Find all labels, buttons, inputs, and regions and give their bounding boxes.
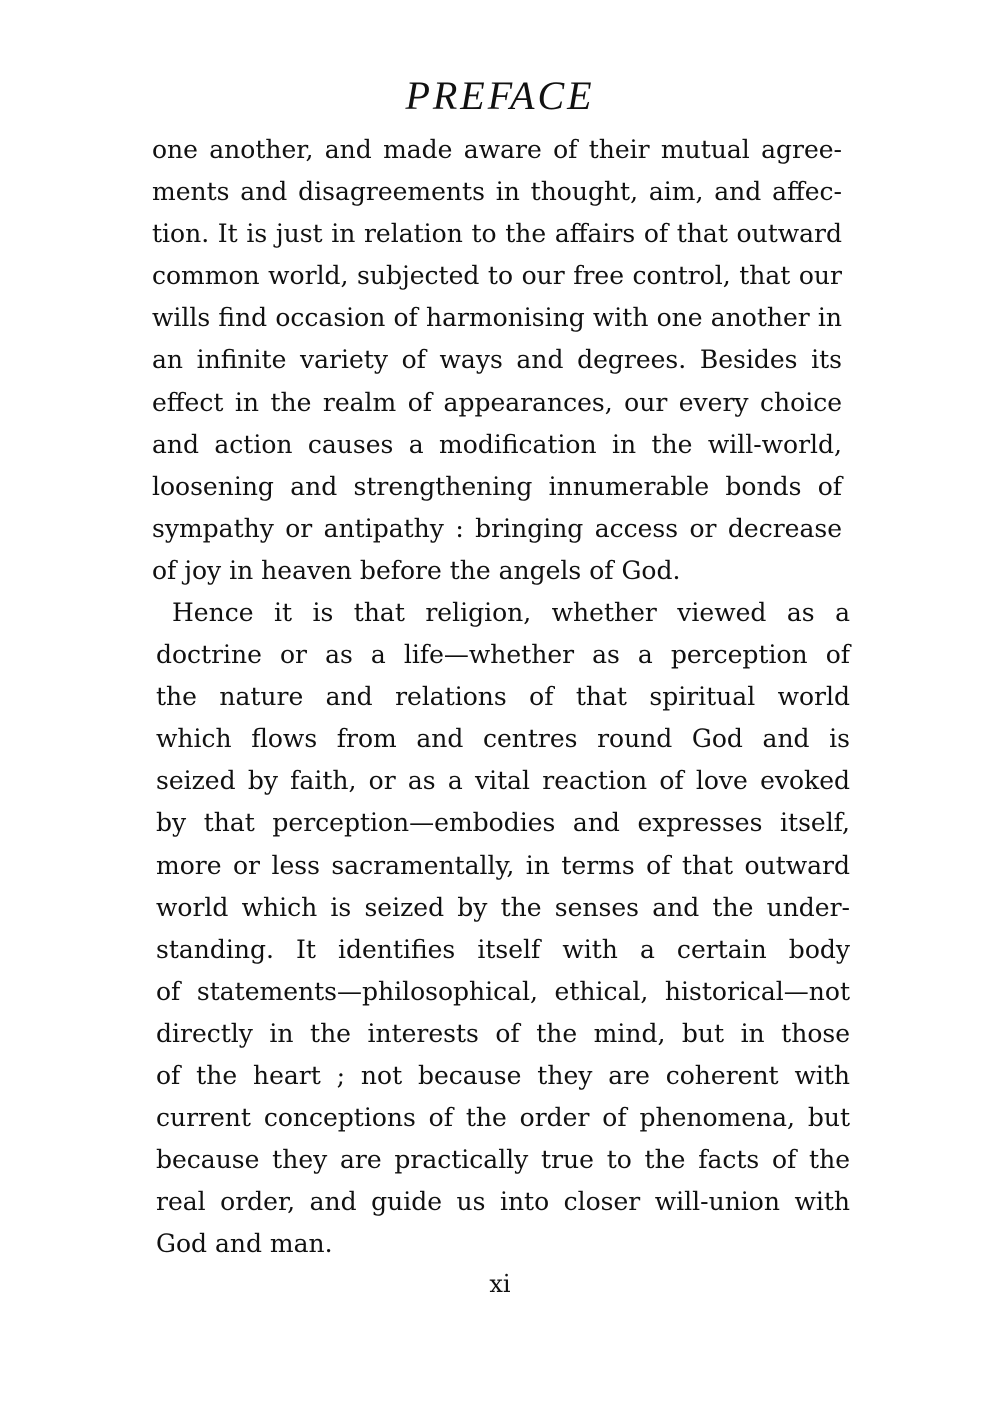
text-line: by that perception—embodies and expresses itself, <box>156 808 850 838</box>
text-line: an infinite variety of ways and degrees. Besides its <box>152 345 842 375</box>
text-line: current conceptions of the order of phenomena, but <box>156 1103 850 1133</box>
text-line: standing. It identifies itself with a certain body <box>156 934 850 964</box>
text-line: sympathy or antipathy : bringing access or decrease <box>152 513 842 543</box>
paragraph-1 <box>152 129 842 592</box>
text-line: tion. It is just in relation to the affairs of that outward <box>152 219 842 249</box>
text-line: which flows from and centres round God and is <box>156 724 850 754</box>
text-line: God and man. <box>156 1229 333 1259</box>
page-number: xi <box>489 1270 511 1298</box>
text-line: and action causes a modification in the will-world, <box>152 429 842 459</box>
text-line: loosening and strengthening innumerable bonds of <box>152 471 842 501</box>
text-line: effect in the realm of appearances, our every choice <box>152 387 842 417</box>
text-line: one another, and made aware of their mutual agree- <box>152 135 842 164</box>
text-line: doctrine or as a life—whether as a perception of <box>156 640 850 670</box>
text-line: because they are practically true to the facts of the <box>156 1145 850 1175</box>
text-line: of joy in heaven before the angels of God. <box>152 555 681 585</box>
text-line: real order, and guide us into closer will-union with <box>156 1187 850 1217</box>
text-line: Hence it is that religion, whether viewed as a <box>172 598 850 627</box>
paragraph-2 <box>156 592 850 1266</box>
text-line: more or less sacramentally, in terms of that outward <box>156 850 850 880</box>
text-line: of the heart ; not because they are coherent with <box>156 1061 850 1091</box>
text-line: wills find occasion of harmonising with one another in <box>152 303 842 333</box>
text-line: of statements—philosophical, ethical, historical—not <box>156 976 850 1006</box>
text-line: directly in the interests of the mind, but in those <box>156 1018 850 1048</box>
text-line: the nature and relations of that spiritual world <box>156 682 850 712</box>
text-line: world which is seized by the senses and the under- <box>156 892 850 922</box>
running-header: PREFACE <box>405 73 595 118</box>
text-line: common world, subjected to our free control, that our <box>152 261 842 291</box>
text-line: ments and disagreements in thought, aim, and affec- <box>152 177 842 207</box>
text-line: seized by faith, or as a vital reaction of love evoked <box>156 766 850 796</box>
